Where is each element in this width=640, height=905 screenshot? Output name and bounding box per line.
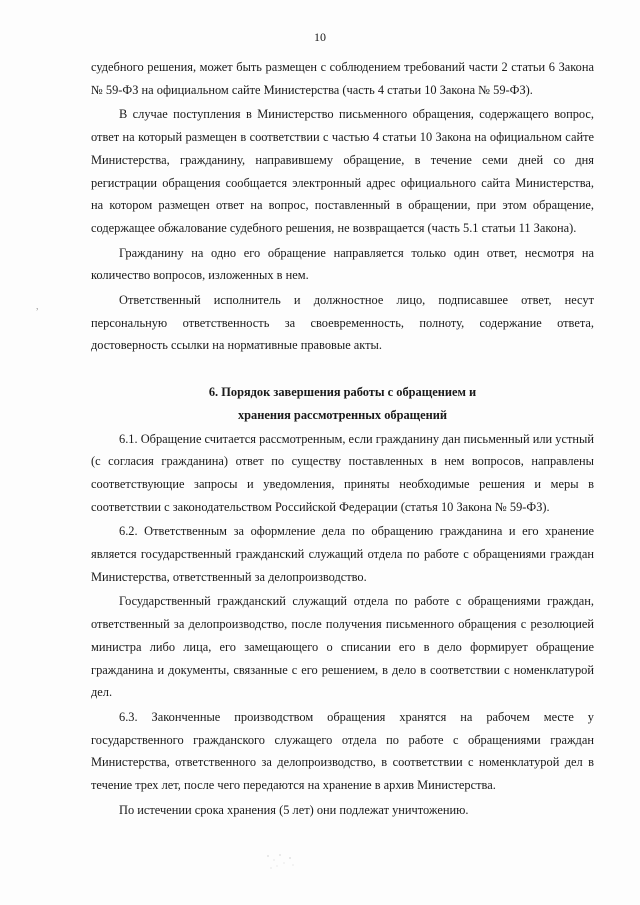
paragraph-website-notice: В случае поступления в Министерство письменного обращения, содержащего вопрос, ответ на который размещен в соответствии с частью 4 статьи 10 Закона на официальном сайте Министерства, гражданину, направившему обращение, в течение семи дней со дня регистрации обращения сообщается электронный адрес официального сайта Министерства, на котором размещен ответ на вопрос, поставленный в обращении, при этом обращение, содержащее обжалование судебного решения, не возвращается (часть 5.1 статьи 11 Закона). xyxy=(91,107,594,235)
document-body xyxy=(91,56,594,822)
paragraph-responsibility: Ответственный исполнитель и должностное лицо, подписавшее ответ, несут персональную ответственность за своевременность, полноту, содержание ответа, достоверность ссылки на нормативные правовые акты. xyxy=(91,293,594,353)
section-heading xyxy=(91,381,594,426)
paragraph-6-3: 6.3. Законченные производством обращения хранятся на рабочем месте у государственного гражданского служащего отдела по работе с обращениями граждан Министерства, ответственного за делопроизводство, в соответствии с номенклатурой дел в течение трех лет, после чего передаются на хранение в архив Министерства. xyxy=(91,709,594,793)
scan-noise xyxy=(262,852,302,872)
paragraph-destruction: По истечении срока хранения (5 лет) они подлежат уничтожению. xyxy=(119,802,469,817)
page-number: 10 xyxy=(314,30,326,44)
paragraph-single-answer: Гражданину на одно его обращение направляется только один ответ, несмотря на количество вопросов, изложенных в нем. xyxy=(91,245,594,283)
paragraph-continuation: судебного решения, может быть размещен с соблюдением требований части 2 статьи 6 Закона № 59-ФЗ на официальном сайте Министерства (часть 4 статьи 10 Закона № 59-ФЗ). xyxy=(91,60,594,97)
section-heading-line2: хранения рассмотренных обращений xyxy=(237,407,448,422)
section-heading-line1: 6. Порядок завершения работы с обращением и xyxy=(208,385,477,400)
paragraph-6-2: 6.2. Ответственным за оформление дела по обращению гражданина и его хранение является государственный гражданский служащий отдела по работе с обращениями граждан Министерства, ответственный за делопроизводство. xyxy=(91,524,594,584)
paragraph-6-1: 6.1. Обращение считается рассмотренным, если гражданину дан письменный или устный (с согласия гражданина) ответ по существу поставленных в нем вопросов, направлены соответствующие запросы и уведомления, приняты необходимые решения и меры в соответствии с законодательством Российской Федерации (статья 10 Закона № 59-ФЗ). xyxy=(91,431,594,514)
scan-speck: , xyxy=(36,301,39,312)
paragraph-6-2-clerk: Государственный гражданский служащий отдела по работе с обращениями граждан, ответственный за делопроизводство, после получения письменного обращения с резолюцией министра либо лица, его замещающего о списании его в дело формирует обращение гражданина и документы, связанные с его решением, в дело в соответствии с номенклатурой дел. xyxy=(91,594,594,700)
